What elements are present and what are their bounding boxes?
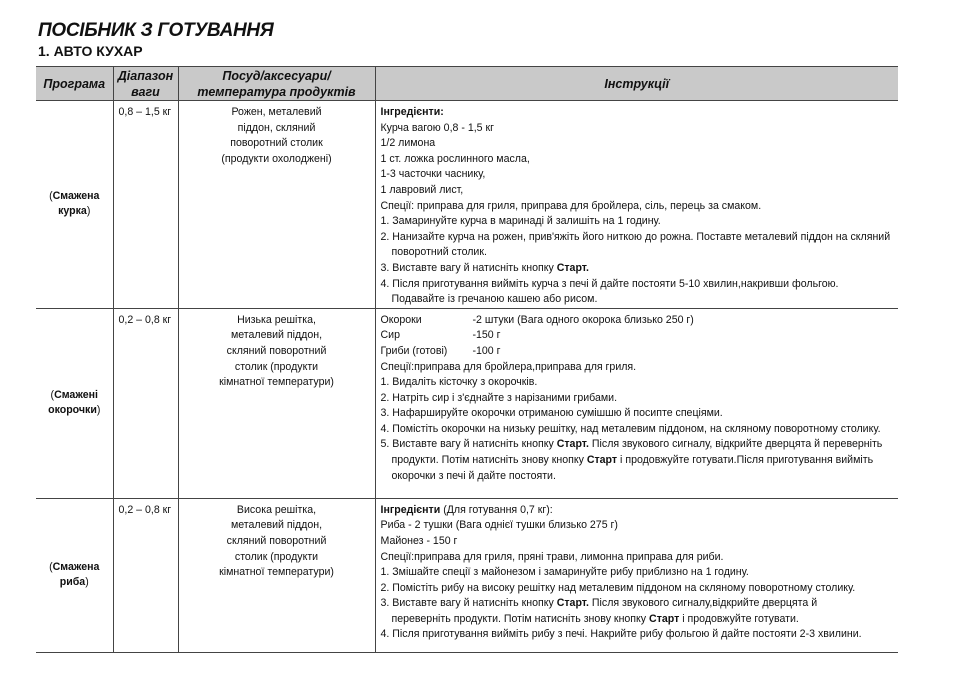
table-header-row xyxy=(36,67,898,101)
dishes-cell: Висока решітка, металевий піддон, скляний поворотний столик (продукти кімнатної температури) xyxy=(178,498,375,652)
weight-range-cell: 0,2 – 0,8 кг xyxy=(113,308,178,498)
header-weight-range: Діапазон ваги xyxy=(113,67,178,101)
instructions-cell: Окороки -2 штуки (Вага одного окорока близько 250 г) Сир -150 г Гриби (готові) -100 г Спеції:приправа для бройлера,приправа для гриля. 1. Видаліть кісточку з окорочків. 2. Натріть сир і з'єднайте з нарізаними грибами. 3. Нафаршируйте окорочки отриманою сумішшю й посипте спеціями. 4. Помістіть окорочки на низьку решітку, над металевим піддоном, на скляному поворотному столику. 5. Виставте вагу й натисніть кнопку Старт. Після звукового сигналу, відкрийте дверцята й переверніть продукти. Потім натисніть знову кнопку Старт і продовжуйте готувати.Після приготування вийміть окорочки з печі й дайте постояти. xyxy=(375,308,898,498)
header-dishes: Посуд/аксесуари/ температура продуктів xyxy=(178,67,375,101)
program-cell: (Смажені окорочки) xyxy=(36,308,113,498)
header-instructions: Інструкції xyxy=(375,67,898,101)
dishes-cell: Рожен, металевий піддон, скляний поворотний столик (продукти охолоджені) xyxy=(178,101,375,309)
table-row xyxy=(36,498,898,652)
dishes-cell: Низька решітка, металевий піддон, скляний поворотний столик (продукти кімнатної температури) xyxy=(178,308,375,498)
instructions-cell: Інгредієнти: Курча вагою 0,8 - 1,5 кг 1/2 лимона 1 ст. ложка рослинного масла, 1-3 часточки часнику, 1 лавровий лист, Спеції: приправа для гриля, приправа для бройлера, сіль, перець за смаком. 1. Замаринуйте курча в маринаді й залишіть на 1 годину. 2. Нанизайте курча на рожен, прив'яжіть його ниткою до рожна. Поставте металевий піддон на скляний поворотний столик. 3. Виставте вагу й натисніть кнопку Старт. 4. Після приготування вийміть курча з печі й дайте постояти 5-10 хвилин,накривши фольгою. Подавайте із гречаною кашею або рисом. xyxy=(375,101,898,309)
cooking-table xyxy=(36,66,898,653)
weight-range-cell: 0,2 – 0,8 кг xyxy=(113,498,178,652)
table-row xyxy=(36,101,898,309)
section-title: 1. АВТО КУХАР xyxy=(38,43,143,59)
header-program: Програма xyxy=(36,67,113,101)
instructions-cell: Інгредієнти (Для готування 0,7 кг): Риба - 2 тушки (Вага однієї тушки близько 275 г) Майонез - 150 г Спеції:приправа для гриля, пряні трави, лимонна приправа для риби. 1. Змішайте спеції з майонезом і замаринуйте рибу приблизно на 1 годину. 2. Помістіть рибу на високу решітку над металевим піддоном на скляному поворотному столику. 3. Виставте вагу й натисніть кнопку Старт. Після звукового сигналу,відкрийте дверцята й переверніть продукти. Потім натисніть знову кнопку Старт і продовжуйте готувати. 4. Після приготування вийміть рибу з печі. Накрийте рибу фольгою й дайте постояти 2-3 хвилини. xyxy=(375,498,898,652)
program-cell: (Смажена риба) xyxy=(36,498,113,652)
program-cell: (Смажена курка) xyxy=(36,101,113,309)
weight-range-cell: 0,8 – 1,5 кг xyxy=(113,101,178,309)
table-row xyxy=(36,308,898,498)
page-title: ПОСІБНИК З ГОТУВАННЯ xyxy=(38,20,274,41)
